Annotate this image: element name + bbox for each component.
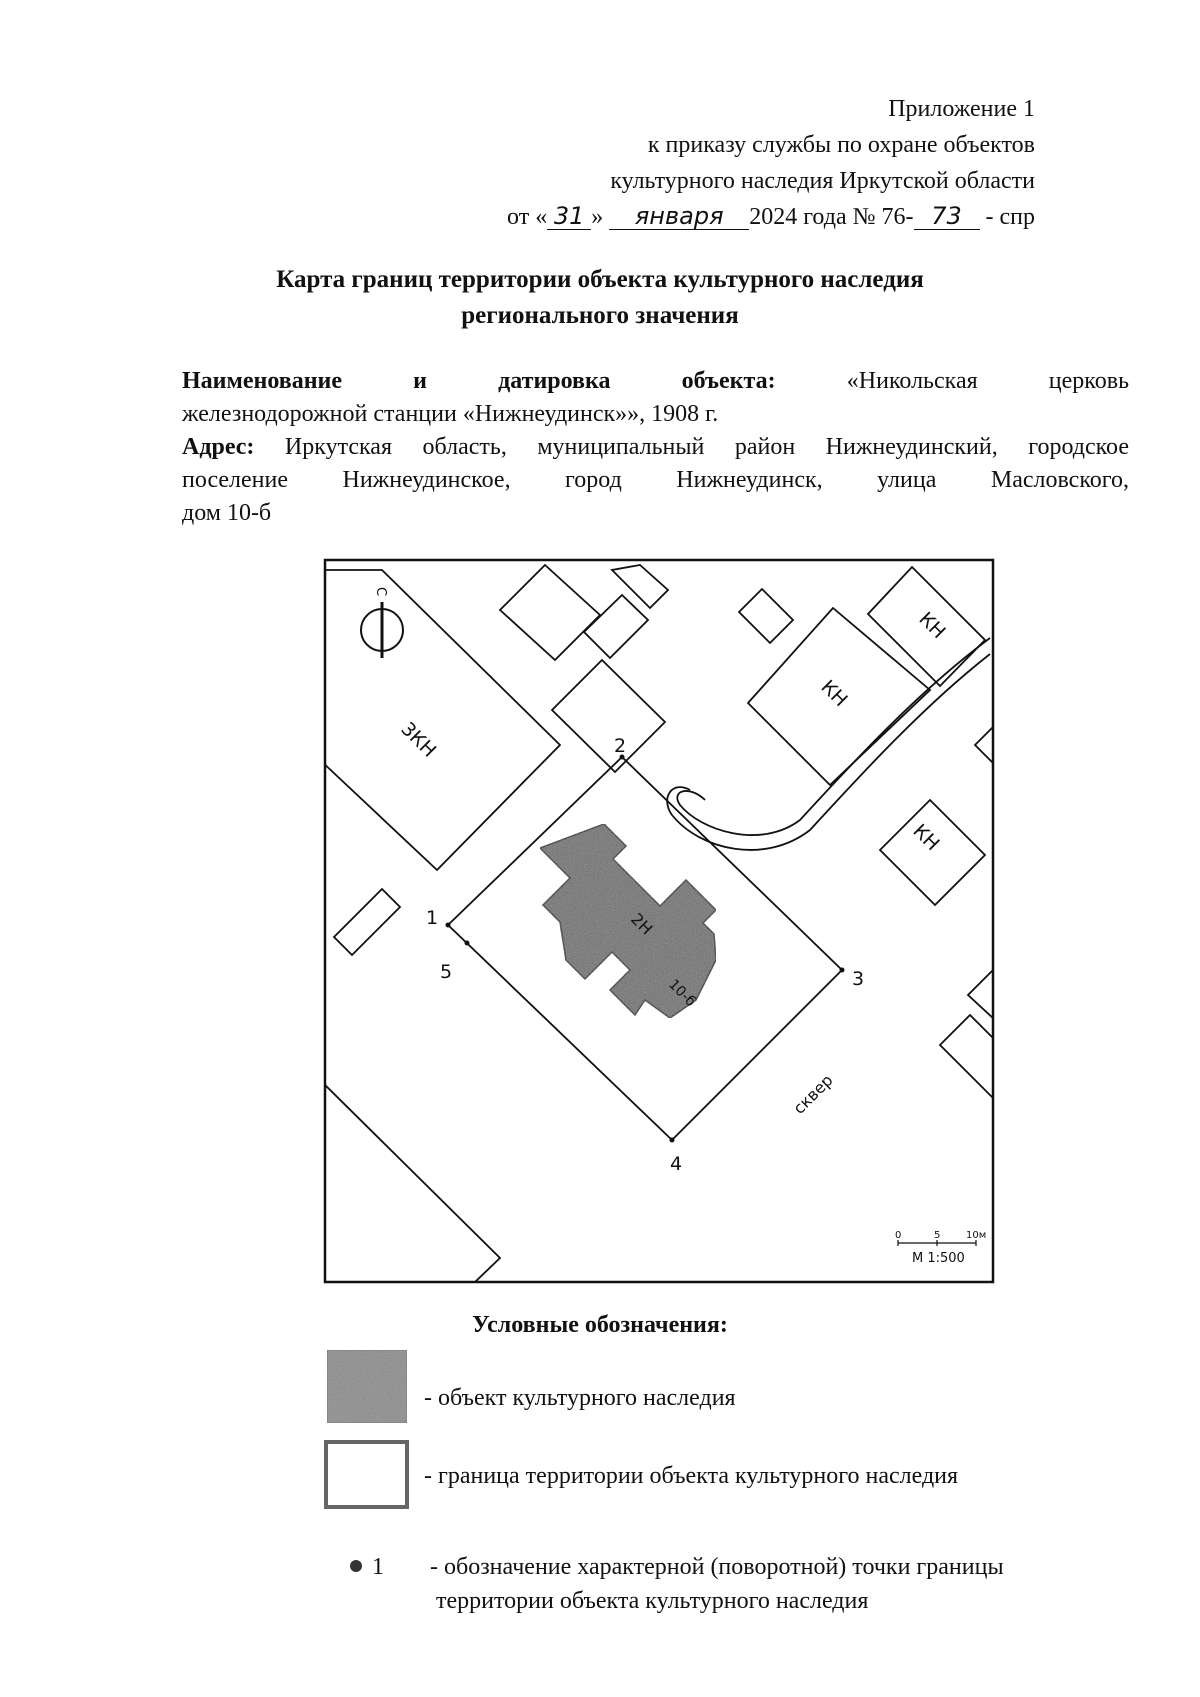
point-label-4: 4 xyxy=(670,1153,683,1175)
turning-point-3 xyxy=(840,968,845,973)
label-kn-right: КН xyxy=(908,819,944,856)
label-kn-top-right: КН xyxy=(914,607,950,644)
scale-text: М 1:500 xyxy=(912,1251,965,1266)
appendix-order-line: к приказу службы по охране объектов xyxy=(647,132,1035,158)
object-name-value-2: железнодорожной станции «Нижнеудинск»», 1908 г. xyxy=(182,401,719,427)
object-name-value-1: «Никольская церковь xyxy=(846,368,1130,394)
legend-heritage-swatch xyxy=(327,1350,407,1423)
legend-point-number: 1 xyxy=(372,1554,384,1580)
label-2n: 2Н xyxy=(627,909,657,939)
legend-title: Условные обозначения: xyxy=(472,1312,728,1338)
date-prefix: от « xyxy=(507,204,548,230)
scale-tick-5: 5 xyxy=(934,1230,941,1241)
title-line-1: Карта границ территории объекта культурного наследия xyxy=(276,266,924,293)
legend-item-heritage: - объект культурного наследия xyxy=(424,1385,736,1411)
point-label-2: 2 xyxy=(614,735,627,757)
date-mid: » xyxy=(591,204,604,230)
turning-point-5 xyxy=(465,941,470,946)
turning-point-1 xyxy=(446,923,451,928)
label-kn-mid: КН xyxy=(816,675,852,712)
order-number: 73 xyxy=(914,203,980,230)
scale-tick-10: 10м xyxy=(966,1230,987,1241)
order-month: января xyxy=(609,203,749,230)
order-year: 2024 года № 76- xyxy=(749,204,914,230)
appendix-number: Приложение 1 xyxy=(888,96,1035,122)
address-line-2: поселение Нижнеудинское, город Нижнеудинск, улица Масловского, xyxy=(182,467,1129,493)
scale-tick-0: 0 xyxy=(895,1230,902,1241)
legend-item-point-2: территории объекта культурного наследия xyxy=(436,1588,869,1614)
title-line-2: регионального значения xyxy=(461,302,739,329)
legend-item-boundary: - граница территории объекта культурного наследия xyxy=(424,1463,959,1489)
order-day: 31 xyxy=(547,203,591,230)
label-building-number: 10-б xyxy=(665,976,699,1011)
appendix-service-line: культурного наследия Иркутской области xyxy=(610,168,1035,194)
address-line-3: дом 10-б xyxy=(182,500,272,526)
north-label: С xyxy=(373,587,388,597)
legend-item-point-1: - обозначение характерной (поворотной) точки границы xyxy=(430,1554,1004,1580)
order-suffix: - спр xyxy=(985,204,1035,230)
address-text-1: Иркутская область, муниципальный район Нижнеудинский, городское xyxy=(284,434,1130,460)
address-label: Адрес: xyxy=(182,434,255,460)
label-3kn: 3КН xyxy=(396,717,441,762)
legend-boundary-swatch xyxy=(326,1442,407,1507)
legend-point-marker xyxy=(350,1560,362,1572)
object-name-label: Наименование и датировка объекта: xyxy=(182,368,776,394)
turning-point-4 xyxy=(670,1138,675,1143)
point-label-1: 1 xyxy=(426,907,439,929)
point-label-3: 3 xyxy=(852,968,865,990)
point-label-5: 5 xyxy=(440,961,453,983)
label-square: сквер xyxy=(789,1070,837,1118)
